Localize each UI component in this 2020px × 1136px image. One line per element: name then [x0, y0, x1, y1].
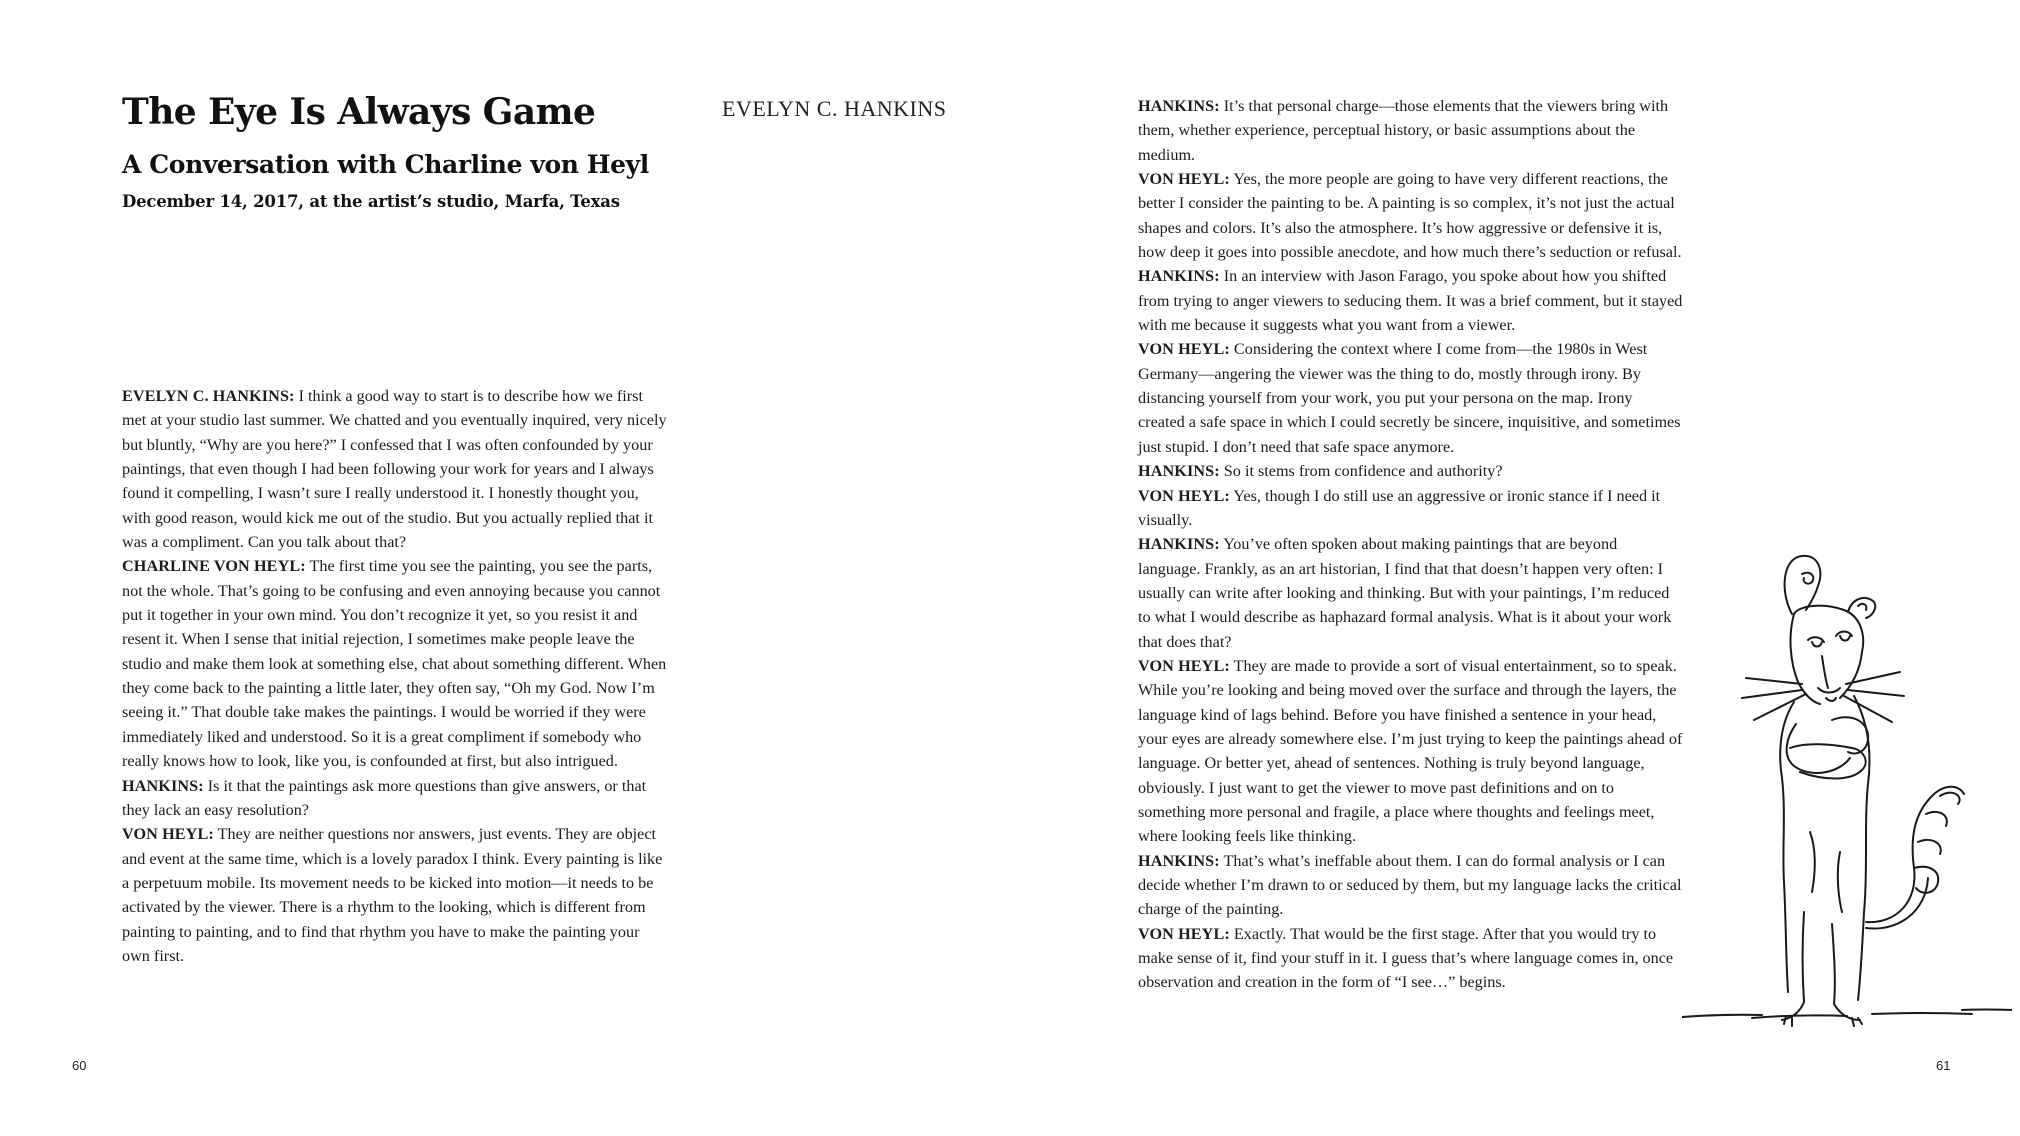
- paragraph-text: It’s that personal charge—those elements that the viewers bring with them, whether experience, perceptual history, or basic assumptions about the medium.: [1138, 97, 1669, 164]
- right-text-column: [1138, 94, 1683, 995]
- paragraph-text: Is it that the paintings ask more questions than give answers, or that they lack an easy resolution?: [122, 776, 647, 819]
- speaker-label: VON HEYL:: [1138, 924, 1230, 943]
- paragraph-text: That’s what’s ineffable about them. I can do formal analysis or I can decide whether I’m drawn to or seduced by them, but my language lacks the critical charge of the painting.: [1138, 851, 1682, 919]
- paragraph-text: The first time you see the painting, you see the parts, not the whole. That’s going to be confusing and even annoying because you cannot put it together in your own mind. You don’t recognize it yet, so you resist it and resent it. When I sense that initial rejection, I sometimes make people leave the studio and make them look at something else, chat about something different. When they come back to the painting a little later, they often say, “Oh my God. Now I’m seeing it.” That double take makes the paintings. I would be worried if they were immediately liked and understood. So it is a great compliment if somebody who really knows how to look, like you, is confounded at first, but also intrigued.: [122, 557, 667, 771]
- paragraph-text: They are neither questions nor answers, just events. They are object and event at the same time, which is a lovely paradox I think. Every painting is like a perpetuum mobile. Its movement needs to be kicked into motion—it needs to be activated by the viewer. There is a rhythm to the looking, which is different from painting to painting, and to find that rhythm you have to make the painting your own first.: [122, 825, 663, 965]
- interview-paragraph: [1138, 459, 1683, 483]
- interview-paragraph: [1138, 94, 1683, 167]
- speaker-label: CHARLINE VON HEYL:: [122, 557, 306, 576]
- interview-paragraph: [1138, 654, 1683, 849]
- interview-paragraph: [1138, 849, 1683, 922]
- article-dateline: December 14, 2017, at the artist’s studio, Marfa, Texas: [122, 192, 620, 211]
- paragraph-text: Exactly. That would be the first stage. After that you would try to make sense of it, find your stuff in it. I guess that’s where language comes in, once observation and creation in the form of “I see…” begins.: [1138, 924, 1674, 992]
- article-author: EVELYN C. HANKINS: [722, 96, 947, 121]
- interview-paragraph: [1138, 922, 1683, 995]
- paragraph-text: Considering the context where I come from—the 1980s in West Germany—angering the viewer was the thing to do, mostly through irony. By distancing yourself from your work, you put your persona on the map. Irony created a safe space in which I could secretly be sincere, inquisitive, and sometimes just stupid. I don’t need that safe space anymore.: [1138, 340, 1681, 456]
- paragraph-text: They are made to provide a sort of visual entertainment, so to speak. While you’re looking and being moved over the surface and through the layers, the language kind of lags behind. Before you have finished a sentence in your head, your eyes are already somewhere else. I’m just trying to keep the paintings ahead of language. Or better yet, ahead of sentences. Nothing is truly beyond language, obviously. I just want to get the viewer to move past definitions and on to something more personal and fragile, a place where thoughts and feelings meet, where looking feels like thinking.: [1138, 656, 1683, 846]
- interview-paragraph: [122, 384, 667, 554]
- speaker-label: VON HEYL:: [122, 825, 214, 844]
- paragraph-text: Yes, the more people are going to have very different reactions, the better I consider the painting to be. A painting is so complex, it’s not just the actual shapes and colors. It’s also the atmosphere. It’s how aggressive or defensive it is, how deep it goes into possible anecdote, and how much there’s seduction or refusal.: [1138, 170, 1682, 262]
- animal-sketch-illustration: [1682, 552, 2012, 1092]
- speaker-label: VON HEYL:: [1138, 340, 1230, 359]
- speaker-label: HANKINS:: [1138, 267, 1220, 286]
- speaker-label: VON HEYL:: [1138, 656, 1230, 675]
- page-number-left: 60: [72, 1058, 87, 1073]
- interview-paragraph: [1138, 337, 1683, 459]
- interview-paragraph: [1138, 532, 1683, 654]
- interview-paragraph: [1138, 264, 1683, 337]
- interview-paragraph: [122, 554, 667, 773]
- paragraph-text: Yes, though I do still use an aggressive or ironic stance if I need it visually.: [1138, 486, 1661, 529]
- page-number-right: 61: [1936, 1058, 1951, 1073]
- speaker-label: HANKINS:: [1138, 851, 1220, 870]
- speaker-label: HANKINS:: [1138, 97, 1220, 115]
- speaker-label: HANKINS:: [122, 776, 204, 795]
- interview-paragraph: [122, 774, 667, 823]
- left-text-column: [122, 384, 667, 968]
- article-subtitle: A Conversation with Charline von Heyl: [122, 150, 649, 179]
- interview-paragraph: [122, 822, 667, 968]
- paragraph-text: In an interview with Jason Farago, you spoke about how you shifted from trying to anger viewers to seducing them. It was a brief comment, but it stayed with me because it suggests what you want from a viewer.: [1138, 267, 1683, 335]
- paragraph-text: You’ve often spoken about making paintings that are beyond language. Frankly, as an art historian, I find that that doesn’t happen very often: I usually can write after looking and thinking. But with your paintings, I’m reduced to what I would describe as haphazard formal analysis. What is it about your work that does that?: [1138, 535, 1672, 651]
- speaker-label: EVELYN C. HANKINS:: [122, 387, 295, 405]
- interview-paragraph: [1138, 167, 1683, 264]
- article-title: The Eye Is Always Game: [122, 91, 596, 133]
- speaker-label: VON HEYL:: [1138, 486, 1230, 505]
- speaker-label: HANKINS:: [1138, 462, 1220, 481]
- speaker-label: VON HEYL:: [1138, 170, 1230, 189]
- interview-paragraph: [1138, 484, 1683, 533]
- paragraph-text: I think a good way to start is to describe how we first met at your studio last summer. We chatted and you eventually inquired, very nicely but bluntly, “Why are you here?” I confessed that I was often confounded by your paintings, that even though I had been following your work for years and I always found it compelling, I wasn’t sure I really understood it. I honestly thought you, with good reason, would kick me out of the studio. But you actually replied that it was a compliment. Can you talk about that?: [122, 387, 667, 552]
- speaker-label: HANKINS:: [1138, 535, 1220, 554]
- paragraph-text: So it stems from confidence and authority?: [1219, 462, 1503, 481]
